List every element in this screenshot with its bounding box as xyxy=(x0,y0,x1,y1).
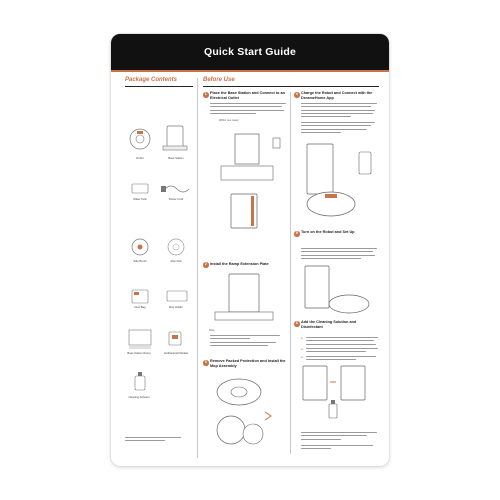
package-item-label: Power Cord xyxy=(168,198,184,201)
mop-holder-icon xyxy=(167,291,187,301)
bullet-icon: ● xyxy=(301,347,303,351)
solution-bottle-icon xyxy=(135,372,145,390)
step-4-illustration xyxy=(297,138,381,228)
step-1-number: 1 xyxy=(204,92,207,96)
step-6-text xyxy=(306,348,378,355)
base-station-icon xyxy=(305,266,329,308)
package-item-label: Mop Holder xyxy=(169,306,183,309)
side-brush-icon xyxy=(132,239,148,255)
base-station-icon xyxy=(303,366,365,400)
step-4-text xyxy=(301,122,377,135)
page-title: Quick Start Guide xyxy=(203,46,297,58)
arrow-icon xyxy=(265,412,271,420)
step-4-title: Charge the Robot and Connect with the DreameHome App xyxy=(301,91,373,100)
power-cord-icon xyxy=(161,186,189,192)
step-2-number: 2 xyxy=(204,262,207,266)
quick-start-sheet xyxy=(111,34,389,466)
step-3-number: 3 xyxy=(204,360,207,364)
mop-pad-icon xyxy=(168,239,184,255)
step-5-number: 5 xyxy=(295,231,298,235)
mop-pad-icon xyxy=(217,416,263,444)
package-contents-illustrations xyxy=(121,92,197,422)
package-item-label: Base Station xyxy=(168,157,184,160)
illustration-disclaimer xyxy=(301,445,377,452)
step-1-title: Place the Base Station and Connect to an Electrical Outlet xyxy=(210,91,285,100)
header-bar xyxy=(111,34,389,70)
bullet-icon: ● xyxy=(301,336,303,340)
step-2-illustration xyxy=(207,270,287,326)
step-6-illustration xyxy=(297,362,381,428)
step-1-note: Within one meter xyxy=(219,119,239,122)
outlet-icon xyxy=(273,138,280,148)
step-5-illustration xyxy=(297,262,381,318)
before-use-rule xyxy=(203,86,379,87)
step-6-title: Add the Cleaning Solution and Disinfectant xyxy=(301,320,357,329)
package-item-label: Cleaning Solution xyxy=(128,396,150,399)
robot-icon xyxy=(130,129,150,149)
package-item-label: Dust Bag xyxy=(134,306,146,309)
package-footnote xyxy=(125,437,181,444)
column-divider xyxy=(197,78,198,458)
package-item-label: Antibacterial Module xyxy=(163,352,189,355)
phone-icon xyxy=(359,152,371,174)
module-icon xyxy=(169,332,181,345)
step-4-text xyxy=(301,103,377,119)
package-item-label: Robot xyxy=(136,157,144,160)
robot-icon xyxy=(217,379,261,405)
package-item-label: Mop Pad xyxy=(170,260,182,263)
dust-bag-icon xyxy=(132,290,148,303)
package-item-label: Side Brush xyxy=(133,260,147,263)
robot-icon xyxy=(307,192,355,216)
step-1-text xyxy=(210,103,286,116)
base-station-icon xyxy=(307,144,333,194)
step-6-number: 6 xyxy=(295,321,298,325)
solution-bottle-icon xyxy=(329,400,337,418)
package-contents-heading: Package Contents xyxy=(125,77,178,83)
accent-stripe xyxy=(111,70,389,72)
step-1-illustration xyxy=(207,124,287,236)
base-station-icon xyxy=(215,274,273,320)
step-5-text xyxy=(301,248,377,261)
step-2-title: Install the Ramp Extension Plate xyxy=(210,262,269,266)
step-2-note-label: Note xyxy=(209,329,215,332)
base-station-icon xyxy=(231,194,257,228)
package-item-label: Base Station Ramp xyxy=(127,352,151,355)
base-station-icon xyxy=(221,134,273,180)
step-4-number: 4 xyxy=(295,92,298,96)
step-column-divider xyxy=(290,92,291,454)
step-3-illustration xyxy=(207,372,287,456)
water-tank-icon xyxy=(132,184,148,193)
base-station-icon xyxy=(163,126,187,150)
step-2-note-text xyxy=(210,335,282,348)
step-6-text xyxy=(306,337,378,347)
ramp-icon xyxy=(129,330,151,349)
step-3-title: Remove Packed Protection and Install the Mop Assembly xyxy=(210,359,286,368)
robot-icon xyxy=(329,295,369,313)
step-6-footnote xyxy=(301,432,377,442)
package-item-label: Water Tank xyxy=(133,198,147,201)
bullet-icon: ● xyxy=(301,355,303,359)
before-use-heading: Before Use xyxy=(203,77,235,83)
step-5-title: Turn on the Robot and Set Up xyxy=(301,230,355,234)
package-contents-rule xyxy=(125,86,193,87)
